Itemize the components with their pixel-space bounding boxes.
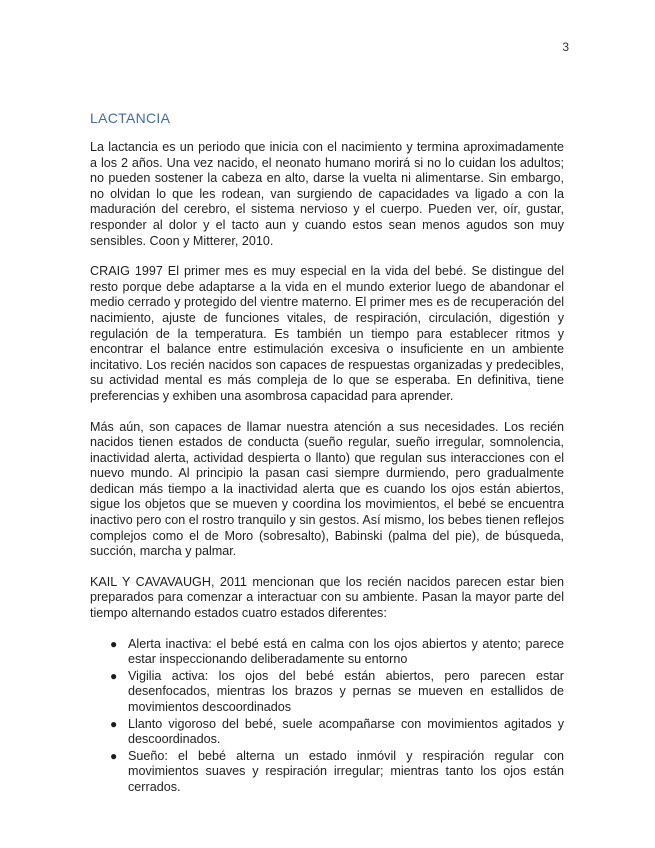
bullet-icon: ● — [110, 668, 118, 683]
list-item-text: Alerta inactiva: el bebé está en calma con los ojos abiertos y atento; parece estar inspeccionando deliberadamente su entorno — [128, 636, 564, 667]
bullet-icon: ● — [110, 748, 118, 763]
page-number: 3 — [562, 40, 569, 54]
section-heading: LACTANCIA — [90, 110, 171, 126]
list-item — [90, 669, 564, 716]
list-item-text: Vigilia activa: los ojos del bebé están abiertos, pero parecen estar desenfocados, mientras los brazos y pernas se mueven en estallidos de movimientos descoordinados — [128, 668, 564, 714]
paragraph-craig-1997: CRAIG 1997 El primer mes es muy especial en la vida del bebé. Se distingue del resto porque debe adaptarse a la vida en el mundo exterior luego de abandonar el medio cerrado y protegido del vientre materno. El primer mes es de recuperación del nacimiento, ajuste de funciones vitales, de respiración, circulación, digestión y regulación de la temperatura. Es también un tiempo para establecer ritmos y encontrar el balance entre estimulación excesiva o insuficiente en un ambiente incitativo. Los recién nacidos son capaces de respuestas organizadas y predecibles, su actividad mental es más compleja de lo que se esperaba. En definitiva, tiene preferencias y exhiben una asombrosa capacidad para aprender. — [90, 264, 564, 403]
list-item — [90, 717, 564, 748]
document-body — [90, 140, 564, 797]
bullet-icon: ● — [110, 636, 118, 651]
bullet-icon: ● — [110, 716, 118, 731]
states-list — [90, 637, 564, 796]
list-item-text: Llanto vigoroso del bebé, suele acompañarse con movimientos agitados y descoordinados. — [128, 716, 564, 747]
list-item — [90, 749, 564, 796]
paragraph-lactancia-intro: La lactancia es un periodo que inicia con el nacimiento y termina aproximadamente a los 2 años. Una vez nacido, el neonato humano morirá si no lo cuidan los adultos; no pueden sostener la cabeza en alto, darse la vuelta ni alimentarse. Sin embargo, no olvidan lo que les rodean, van surgiendo de capacidades va ligado a con la maduración del cerebro, el sistema nervioso y el cuerpo. Pueden ver, oír, gustar, responder al dolor y el tacto aun y cuando estos sean menos agudos son muy sensibles. Coon y Mitterer, 2010. — [90, 140, 564, 248]
paragraph-kail-cavavaugh: KAIL Y CAVAVAUGH, 2011 mencionan que los recién nacidos parecen estar bien preparados para comenzar a interactuar con su ambiente. Pasan la mayor parte del tiempo alternando estados cuatro estados diferentes: — [90, 574, 564, 621]
list-item — [90, 637, 564, 668]
list-item-text: Sueño: el bebé alterna un estado inmóvil y respiración regular con movimientos suaves y respiración irregular; mientras tanto los ojos están cerrados. — [128, 748, 564, 794]
paragraph-estados-conducta: Más aún, son capaces de llamar nuestra atención a sus necesidades. Los recién nacidos tienen estados de conducta (sueño regular, sueño irregular, somnolencia, inactividad alerta, actividad despierta o llanto) que regulan sus interacciones con el nuevo mundo. Al principio la pasan casi siempre durmiendo, pero gradualmente dedican más tiempo a la inactividad alerta que es cuando los ojos están abiertos, sigue los objetos que se mueven y coordina los movimientos, el bebé se encuentra inactivo pero con el rostro tranquilo y sin gestos. Así mismo, los bebes tienen reflejos complejos como el de Moro (sobresalto), Babinski (palma del pie), de búsqueda, succión, marcha y palmar. — [90, 419, 564, 559]
